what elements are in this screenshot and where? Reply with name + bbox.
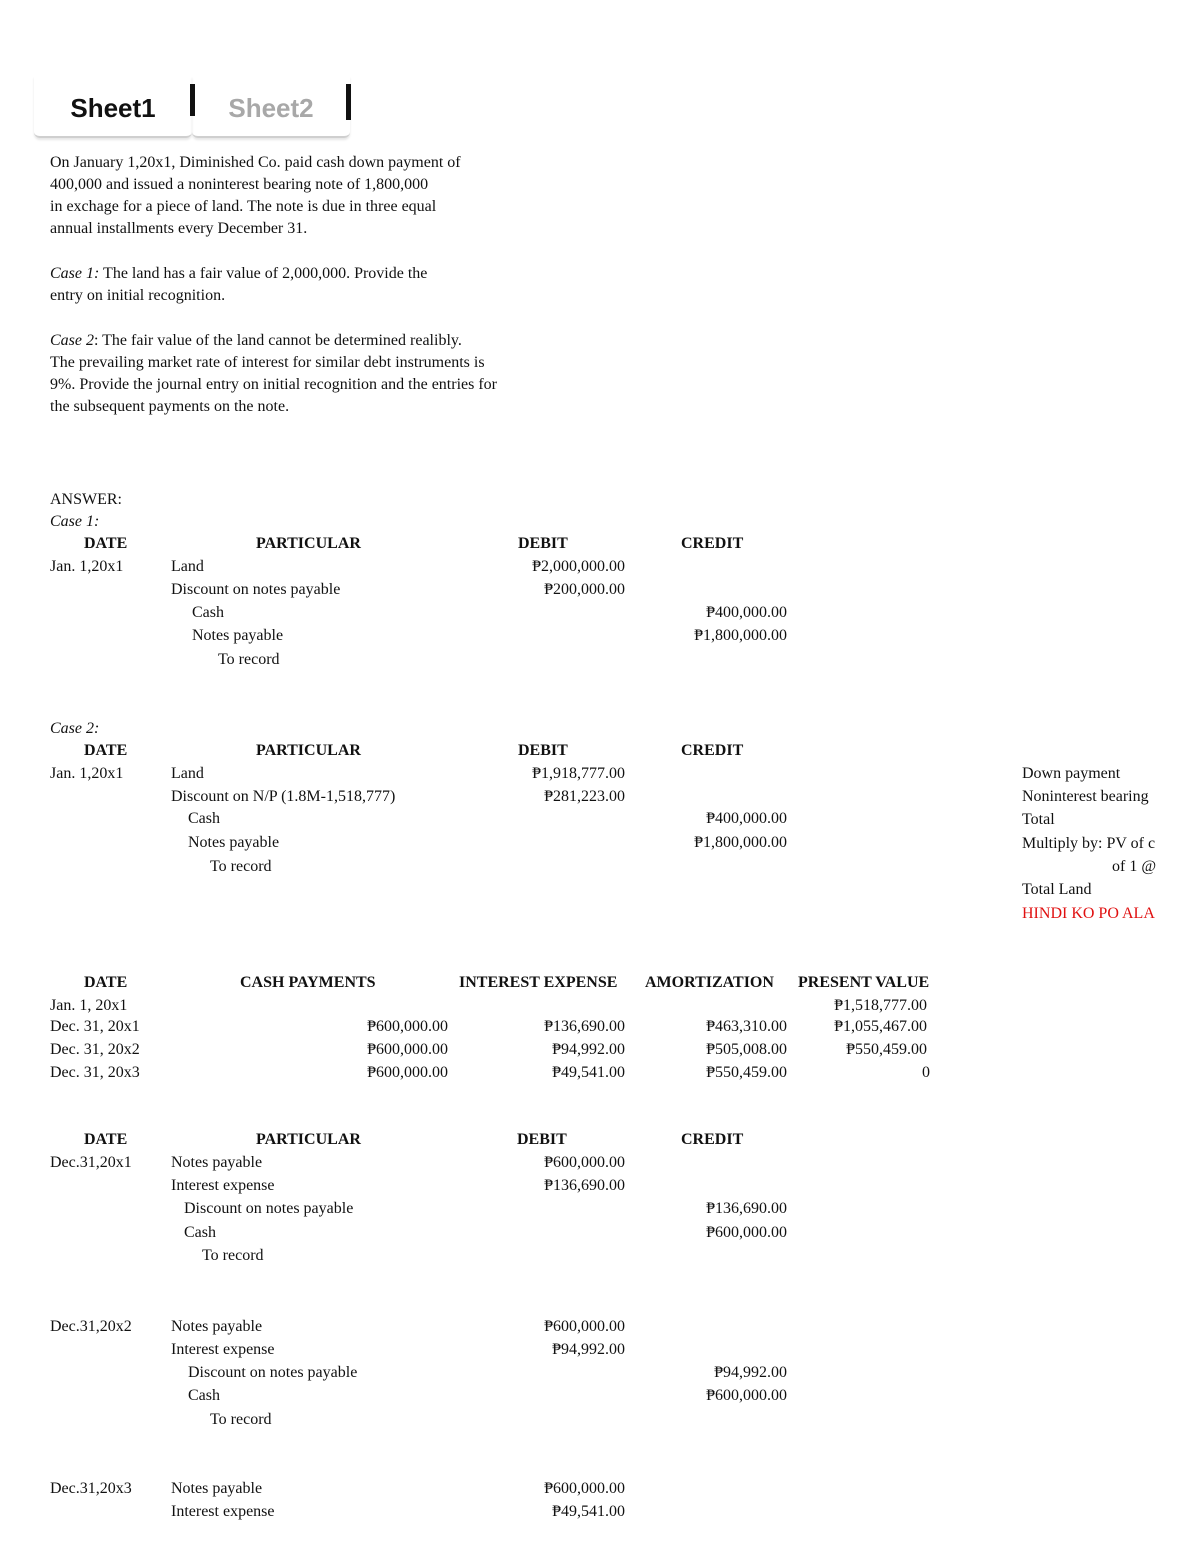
amort-interest: ₱136,690.00 — [544, 1018, 625, 1035]
side-warning: HINDI KO PO ALA — [1022, 905, 1155, 922]
debit-amount: ₱600,000.00 — [544, 1480, 625, 1497]
amort-pv: ₱550,459.00 — [846, 1041, 927, 1058]
amort-amortization-header: AMORTIZATION — [645, 974, 774, 991]
entry-date: Jan. 1,20x1 — [50, 765, 124, 782]
side-note: Total Land — [1022, 881, 1092, 898]
case2-text — [50, 331, 462, 351]
side-notes — [1022, 764, 1200, 934]
particular-header: PARTICULAR — [256, 742, 361, 759]
entry-date: Dec.31,20x1 — [50, 1154, 132, 1171]
amort-date-header: DATE — [84, 974, 128, 991]
particular: To record — [218, 651, 280, 668]
debit-amount: ₱281,223.00 — [544, 788, 625, 805]
credit-amount: ₱600,000.00 — [706, 1224, 787, 1241]
tab-sheet2[interactable]: Sheet2 — [192, 76, 350, 138]
debit-amount: ₱94,992.00 — [552, 1341, 625, 1358]
particular: Interest expense — [171, 1341, 275, 1358]
amort-cash-header: CASH PAYMENTS — [240, 974, 376, 991]
amort-pv: 0 — [922, 1064, 930, 1081]
credit-amount: ₱400,000.00 — [706, 604, 787, 621]
particular: Notes payable — [188, 834, 280, 851]
debit-amount: ₱600,000.00 — [544, 1318, 625, 1335]
case2-line: 9%. Provide the journal entry on initial recognition and the entries for — [50, 376, 497, 393]
credit-amount: ₱600,000.00 — [706, 1387, 787, 1404]
amort-amortization: ₱463,310.00 — [706, 1018, 787, 1035]
amort-interest-header: INTEREST EXPENSE — [459, 974, 618, 991]
debit-amount: ₱200,000.00 — [544, 581, 625, 598]
side-note: Down payment — [1022, 765, 1121, 782]
debit-header: DEBIT — [518, 742, 568, 759]
entry-date: Jan. 1,20x1 — [50, 558, 124, 575]
particular: Land — [171, 558, 204, 575]
problem-line: annual installments every December 31. — [50, 220, 308, 237]
entry-date: Dec.31,20x2 — [50, 1318, 132, 1335]
side-note: Noninterest bearing — [1022, 788, 1149, 805]
tab-sheet1[interactable]: Sheet1 — [34, 76, 192, 138]
particular-header: PARTICULAR — [256, 535, 361, 552]
credit-header: CREDIT — [681, 742, 744, 759]
amort-pv: ₱1,055,467.00 — [834, 1018, 927, 1035]
date-header: DATE — [84, 1131, 128, 1148]
amort-date: Dec. 31, 20x3 — [50, 1064, 140, 1081]
particular: Cash — [188, 1387, 220, 1404]
credit-amount: ₱1,800,000.00 — [694, 627, 787, 644]
amort-date: Dec. 31, 20x1 — [50, 1018, 140, 1035]
problem-line: On January 1,20x1, Diminished Co. paid cash down payment of — [50, 154, 461, 171]
debit-amount: ₱600,000.00 — [544, 1154, 625, 1171]
particular: Cash — [184, 1224, 216, 1241]
debit-amount: ₱1,918,777.00 — [532, 765, 625, 782]
particular: Discount on notes payable — [184, 1200, 354, 1217]
debit-header: DEBIT — [518, 535, 568, 552]
debit-amount: ₱2,000,000.00 — [532, 558, 625, 575]
case1-label: Case 1: — [50, 265, 100, 282]
date-header: DATE — [84, 535, 128, 552]
case1-line: The land has a fair value of 2,000,000. Provide the — [99, 265, 428, 282]
amort-amortization: ₱505,008.00 — [706, 1041, 787, 1058]
particular: Notes payable — [171, 1480, 263, 1497]
particular: Cash — [188, 810, 220, 827]
particular: Land — [171, 765, 204, 782]
tab-divider — [346, 84, 351, 120]
particular: Discount on N/P (1.8M-1,518,777) — [171, 788, 396, 805]
entry-date: Dec.31,20x3 — [50, 1480, 132, 1497]
particular: To record — [202, 1247, 264, 1264]
case1-line: entry on initial recognition. — [50, 287, 226, 304]
amort-date: Dec. 31, 20x2 — [50, 1041, 140, 1058]
amort-pv: ₱1,518,777.00 — [834, 997, 927, 1014]
side-note: Total — [1022, 811, 1055, 828]
amort-cash: ₱600,000.00 — [367, 1018, 448, 1035]
credit-header: CREDIT — [681, 535, 744, 552]
case2-heading: Case 2: — [50, 720, 100, 737]
particular: Interest expense — [171, 1177, 275, 1194]
credit-amount: ₱136,690.00 — [706, 1200, 787, 1217]
particular: Discount on notes payable — [188, 1364, 358, 1381]
amort-cash: ₱600,000.00 — [367, 1041, 448, 1058]
amort-pv-header: PRESENT VALUE — [798, 974, 930, 991]
case2-line: : The fair value of the land cannot be determined realibly. — [94, 332, 462, 349]
debit-amount: ₱136,690.00 — [544, 1177, 625, 1194]
debit-amount: ₱49,541.00 — [552, 1503, 625, 1520]
amort-amortization: ₱550,459.00 — [706, 1064, 787, 1081]
particular: Cash — [192, 604, 224, 621]
particular-header: PARTICULAR — [256, 1131, 361, 1148]
case2-line: The prevailing market rate of interest for similar debt instruments is — [50, 354, 485, 371]
case1-text — [50, 264, 427, 284]
credit-amount: ₱1,800,000.00 — [694, 834, 787, 851]
amort-date: Jan. 1, 20x1 — [50, 997, 128, 1014]
particular: To record — [210, 858, 272, 875]
tab-divider — [190, 84, 195, 116]
particular: Discount on notes payable — [171, 581, 341, 598]
amort-cash: ₱600,000.00 — [367, 1064, 448, 1081]
credit-amount: ₱94,992.00 — [714, 1364, 787, 1381]
problem-line: 400,000 and issued a noninterest bearing note of 1,800,000 — [50, 176, 429, 193]
answer-label: ANSWER: — [50, 491, 122, 508]
particular: Interest expense — [171, 1503, 275, 1520]
credit-header: CREDIT — [681, 1131, 744, 1148]
particular: Notes payable — [192, 627, 284, 644]
case2-line: the subsequent payments on the note. — [50, 398, 290, 415]
case1-heading: Case 1: — [50, 513, 100, 530]
side-note: of 1 @ — [1112, 858, 1157, 875]
particular: Notes payable — [171, 1318, 263, 1335]
case2-label: Case 2 — [50, 332, 94, 349]
particular: Notes payable — [171, 1154, 263, 1171]
debit-header: DEBIT — [517, 1131, 567, 1148]
date-header: DATE — [84, 742, 128, 759]
amort-interest: ₱94,992.00 — [552, 1041, 625, 1058]
problem-line: in exchage for a piece of land. The note is due in three equal — [50, 198, 437, 215]
credit-amount: ₱400,000.00 — [706, 810, 787, 827]
amort-interest: ₱49,541.00 — [552, 1064, 625, 1081]
particular: To record — [210, 1411, 272, 1428]
side-note: Multiply by: PV of c — [1022, 835, 1156, 852]
